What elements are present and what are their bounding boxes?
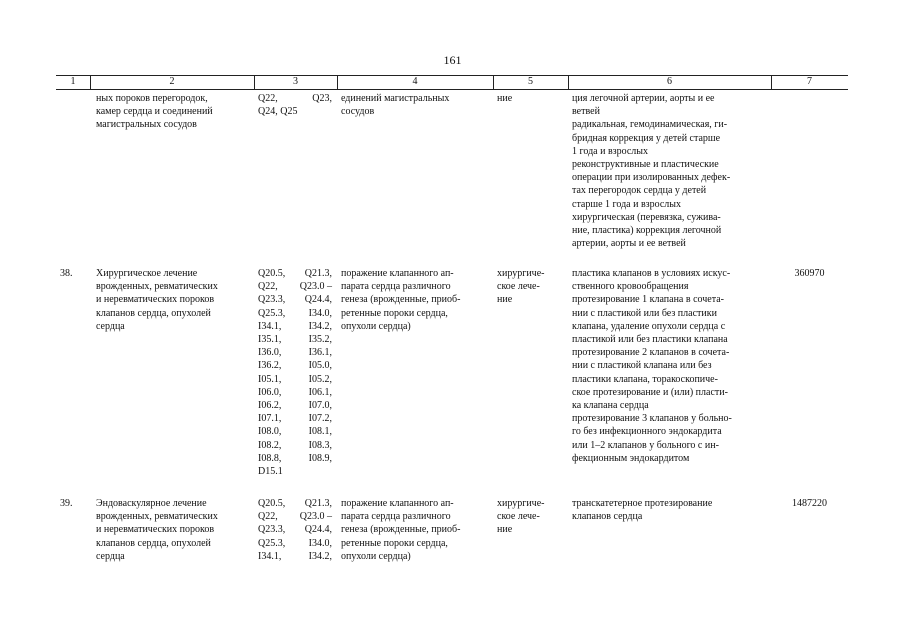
text-line: ское протезирование и (или) пласти- xyxy=(572,386,728,398)
code-line xyxy=(258,346,332,359)
page-number: 161 xyxy=(443,53,462,67)
icd-code: I34.2, xyxy=(308,320,332,332)
icd-codes xyxy=(258,267,332,478)
treatment-name xyxy=(96,92,249,132)
code-line xyxy=(258,523,332,536)
patient-model xyxy=(341,497,489,563)
text-line: ветвей xyxy=(572,106,600,118)
code-line xyxy=(258,399,332,412)
text-line: и неревматических пороков xyxy=(96,294,215,306)
code-line xyxy=(258,359,332,372)
icd-code: Q25.3, xyxy=(258,537,286,549)
treatment-type xyxy=(497,92,563,105)
column-number: 7 xyxy=(807,76,812,87)
icd-code: I07.0, xyxy=(308,400,332,412)
text-line: тах перегородок сердца у детей xyxy=(572,185,707,197)
column-number: 6 xyxy=(667,76,672,87)
text-line: нии с пластикой клапана или без xyxy=(572,360,712,372)
icd-code: Q24, Q25 xyxy=(258,106,298,118)
text-line: ние xyxy=(497,93,513,104)
text-line: пластики клапана, торакоскопиче- xyxy=(572,373,718,385)
text-line: 1 года и взрослых xyxy=(572,145,649,157)
treatment-method xyxy=(572,497,766,523)
text-line: клапанов сердца, опухолей xyxy=(96,307,211,319)
text-line: магистральных сосудов xyxy=(96,119,197,131)
patient-model xyxy=(341,92,489,118)
code-line xyxy=(258,373,332,386)
icd-code: Q22, xyxy=(258,93,278,104)
icd-code: Q23.0 – xyxy=(299,281,332,293)
row-number: 38. xyxy=(60,268,73,279)
code-line xyxy=(258,452,332,465)
icd-code: I05.2, xyxy=(308,373,332,385)
text-line: ское лече- xyxy=(497,511,540,523)
icd-code: I08.3, xyxy=(308,439,332,451)
code-line xyxy=(258,92,332,105)
icd-code: Q21.3, xyxy=(304,498,332,509)
code-line xyxy=(258,425,332,438)
icd-code: I08.0, xyxy=(258,426,282,438)
icd-code: I06.1, xyxy=(308,386,332,398)
icd-code: Q22, xyxy=(258,511,278,523)
code-line xyxy=(258,386,332,399)
code-line xyxy=(258,465,332,478)
code-line xyxy=(258,267,332,280)
text-line: генеза (врожденные, приоб- xyxy=(341,524,461,536)
text-line: Эндоваскулярное лечение xyxy=(96,498,207,509)
icd-code: I35.2, xyxy=(308,334,332,346)
icd-code: Q24.4, xyxy=(304,524,332,536)
icd-code: I35.1, xyxy=(258,334,282,346)
text-line: врожденных, ревматических xyxy=(96,281,218,293)
icd-code: Q21.3, xyxy=(304,268,332,279)
icd-code: Q24.4, xyxy=(304,294,332,306)
column-number: 5 xyxy=(528,76,533,87)
text-line: сосудов xyxy=(341,106,375,118)
text-line: генеза (врожденные, приоб- xyxy=(341,294,461,306)
text-line: протезирование 1 клапана в сочета- xyxy=(572,294,724,306)
text-line: ние xyxy=(497,524,513,536)
code-line xyxy=(258,550,332,563)
row-number: 39. xyxy=(60,498,73,509)
code-line xyxy=(258,105,332,118)
text-line: камер сердца и соединений xyxy=(96,106,213,118)
icd-code: I36.1, xyxy=(308,347,332,359)
patient-model xyxy=(341,267,489,333)
text-line: пластика клапанов в условиях искус- xyxy=(572,268,731,279)
icd-code: I34.0, xyxy=(308,537,332,549)
code-line xyxy=(258,439,332,452)
text-line: операции при изолированных дефек- xyxy=(572,172,731,184)
column-number: 1 xyxy=(70,76,76,87)
text-line: ных пороков перегородок, xyxy=(96,93,208,104)
icd-code: I06.2, xyxy=(258,400,282,412)
text-line: реконструктивные и пластические xyxy=(572,159,719,171)
icd-code: I36.2, xyxy=(258,360,282,372)
code-line xyxy=(258,412,332,425)
icd-code: Q23.3, xyxy=(258,294,286,306)
text-line: ние xyxy=(497,294,513,306)
treatment-name xyxy=(96,267,249,333)
text-line: парата сердца различного xyxy=(341,511,451,523)
icd-code: I05.0, xyxy=(308,360,332,372)
text-line: клапана, удаление опухоли сердца с xyxy=(572,320,726,332)
text-line: опухоли сердца) xyxy=(341,550,411,562)
icd-code: I08.9, xyxy=(308,452,332,464)
text-line: транскатетерное протезирование xyxy=(572,498,713,509)
treatment-name xyxy=(96,497,249,563)
text-line: старше 1 года и взрослых xyxy=(572,198,682,210)
icd-code: I08.1, xyxy=(308,426,332,438)
text-line: фекционным эндокардитом xyxy=(572,452,690,464)
icd-code: I34.1, xyxy=(258,320,282,332)
icd-code: I07.2, xyxy=(308,413,332,425)
text-line: ция легочной артерии, аорты и ее xyxy=(572,93,715,104)
column-number: 2 xyxy=(169,76,175,87)
text-line: ретенные пороки сердца, xyxy=(341,307,448,319)
text-line: хирургическая (перевязка, сужива- xyxy=(572,211,721,223)
code-line xyxy=(258,537,332,550)
text-line: го без инфекционного эндокардита xyxy=(572,426,722,438)
text-line: опухоли сердца) xyxy=(341,320,411,332)
tariff-value: 1487220 xyxy=(792,498,827,509)
text-line: поражение клапанного ап- xyxy=(341,498,454,509)
treatment-type xyxy=(497,267,563,307)
text-line: парата сердца различного xyxy=(341,281,451,293)
icd-code: I34.0, xyxy=(308,307,332,319)
text-line: единений магистральных xyxy=(341,93,450,104)
text-line: клапанов сердца xyxy=(572,511,643,523)
code-line xyxy=(258,280,332,293)
icd-code: Q23.0 – xyxy=(299,511,332,523)
text-line: или 1–2 клапанов у больного с ин- xyxy=(572,439,719,451)
tariff-value: 360970 xyxy=(794,268,825,279)
icd-code: Q23.3, xyxy=(258,524,286,536)
code-line xyxy=(258,510,332,523)
icd-codes xyxy=(258,92,332,118)
text-line: бридная коррекция у детей старше xyxy=(572,132,721,144)
text-line: нии с пластикой или без пластики xyxy=(572,307,717,319)
icd-code: Q22, xyxy=(258,281,278,293)
text-line: протезирование 3 клапанов у больно- xyxy=(572,413,732,425)
text-line: пластикой или без пластики клапана xyxy=(572,334,728,346)
text-line: радикальная, гемодинамическая, ги- xyxy=(572,119,728,131)
text-line: ственного кровообращения xyxy=(572,281,689,293)
table-header-bottom-rule xyxy=(56,89,848,90)
treatment-method xyxy=(572,267,766,465)
treatment-method xyxy=(572,92,766,250)
column-number: 3 xyxy=(293,76,298,87)
icd-code: I34.2, xyxy=(308,550,332,562)
treatment-type xyxy=(497,497,563,537)
code-line xyxy=(258,497,332,510)
code-line xyxy=(258,320,332,333)
code-line xyxy=(258,293,332,306)
text-line: хирургиче- xyxy=(497,498,545,509)
text-line: протезирование 2 клапанов в сочета- xyxy=(572,347,730,359)
text-line: сердца xyxy=(96,550,125,562)
text-line: врожденных, ревматических xyxy=(96,511,218,523)
text-line: ское лече- xyxy=(497,281,540,293)
text-line: артерии, аорты и ее ветвей xyxy=(572,238,686,250)
icd-code: I06.0, xyxy=(258,386,282,398)
text-line: хирургиче- xyxy=(497,268,545,279)
code-line xyxy=(258,333,332,346)
icd-code: I07.1, xyxy=(258,413,282,425)
icd-code: I08.2, xyxy=(258,439,282,451)
column-number: 4 xyxy=(412,76,418,87)
icd-code: I08.8, xyxy=(258,452,282,464)
text-line: клапанов сердца, опухолей xyxy=(96,537,211,549)
icd-code: Q23, xyxy=(312,93,332,104)
text-line: Хирургическое лечение xyxy=(96,268,198,279)
text-line: сердца xyxy=(96,320,125,332)
code-line xyxy=(258,307,332,320)
icd-codes xyxy=(258,497,332,563)
icd-code: I36.0, xyxy=(258,347,282,359)
text-line: поражение клапанного ап- xyxy=(341,268,454,279)
icd-code: D15.1 xyxy=(258,466,283,478)
icd-code: I34.1, xyxy=(258,550,282,562)
text-line: и неревматических пороков xyxy=(96,524,215,536)
text-line: ние, пластика) коррекция легочной xyxy=(572,225,722,237)
text-line: ретенные пороки сердца, xyxy=(341,537,448,549)
icd-code: Q20.5, xyxy=(258,498,286,509)
icd-code: I05.1, xyxy=(258,373,282,385)
icd-code: Q25.3, xyxy=(258,307,286,319)
icd-code: Q20.5, xyxy=(258,268,286,279)
text-line: ка клапана сердца xyxy=(572,400,649,412)
